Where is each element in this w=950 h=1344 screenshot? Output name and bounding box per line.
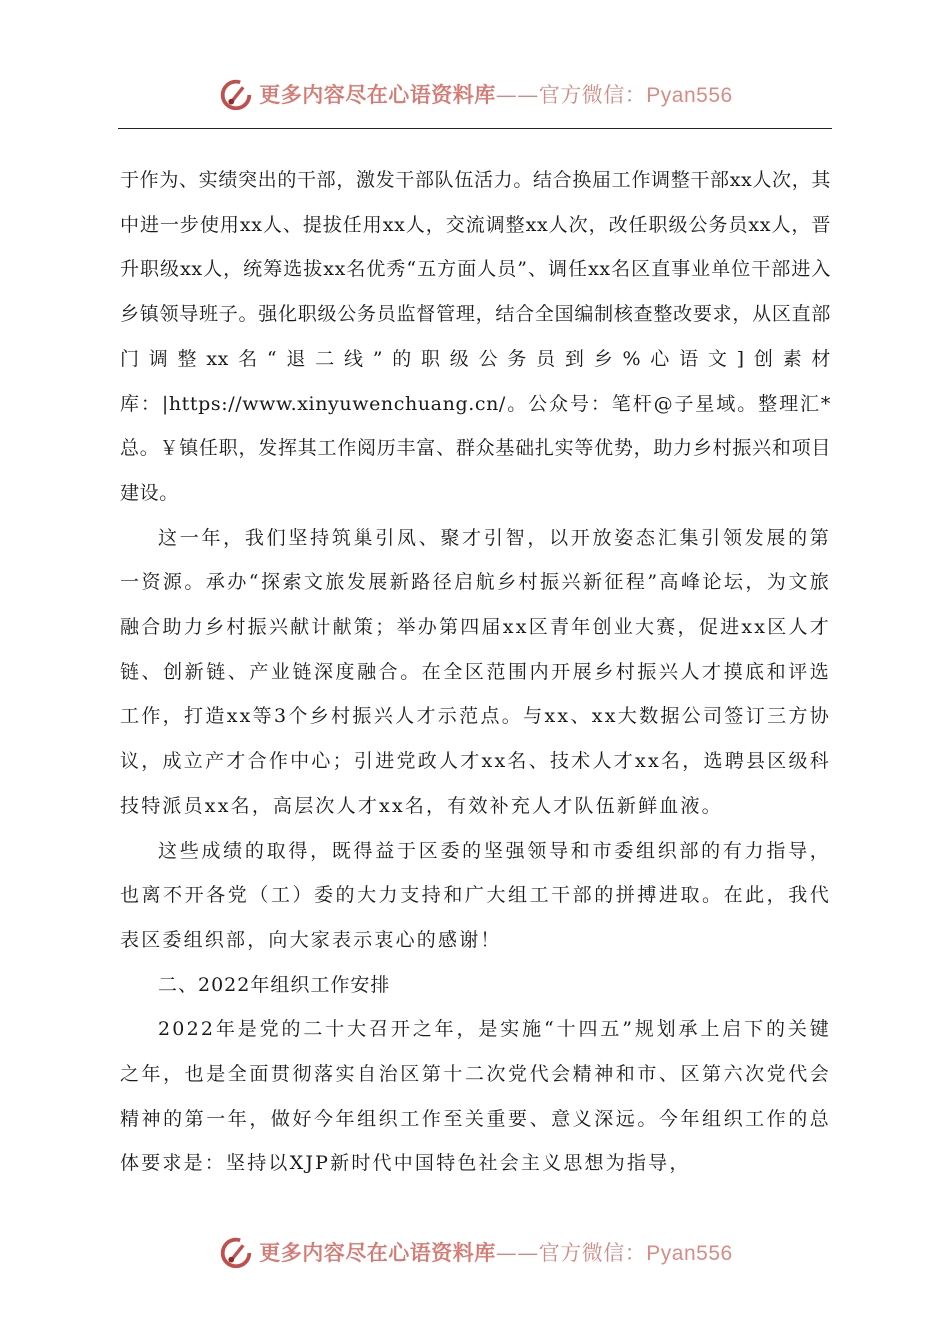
paragraph-talent: 这一年，我们坚持筑巢引凤、聚才引智，以开放姿态汇集引领发展的第一资源。承办“探索文旅发展新路径启航乡村振兴新征程”高峰论坛，为文旅融合助力乡村振兴献计献策；举办第四届xx区青年创业大赛，促进xx区人才链、创新链、产业链深度融合。在全区范围内开展乡村振兴人才摸底和评选工作，打造xx等3个乡村振兴人才示范点。与xx、xx大数据公司签订三方协议，成立产才合作中心；引进党政人才xx名、技术人才xx名，选聘县区级科技特派员xx名，高层次人才xx名，有效补充人才队伍新鲜血液。 [120, 526, 831, 817]
banner-main-text: 更多内容尽在心语资料库 [259, 1240, 496, 1265]
banner-main-text: 更多内容尽在心语资料库 [259, 82, 496, 107]
footer-banner [0, 1230, 950, 1274]
banner-wechat-id: Pyan556 [646, 1242, 733, 1265]
banner-wechat-label: 官方微信： [538, 1241, 647, 1265]
banner-dash: —— [495, 83, 539, 107]
paragraph-2022: 2022年是党的二十大召开之年，是实施“十四五”规划承上启下的关键之年，也是全面贯彻落实自治区第十二次党代会精神和市、区第六次党代会精神的第一年，做好今年组织工作至关重要、意义深远。今年组织工作的总体要求是：坚持以XJP新时代中国特色社会主义思想为指导， [120, 1018, 831, 1175]
paragraph-continuation: 于作为、实绩突出的干部，激发干部队伍活力。结合换届工作调整干部xx人次，其中进一步使用xx人、提拔任用xx人，交流调整xx人次，改任职级公务员xx人，晋升职级xx人，统筹选拔xx名优秀“五方面人员”、调任xx名区直事业单位干部进入乡镇领导班子。强化职级公务员监督管理，结合全国编制核查整改要求，从区直部门调整xx名“退二线”的职级公务员到乡%心语文]创素材库：|https://www.xinyuwenchuang.cn/。公众号：笔杆@子星域。整理汇*总。￥镇任职，发挥其工作阅历丰富、群众基础扎实等优势，助力乡村振兴和项目建设。 [120, 169, 831, 504]
header-banner [0, 72, 950, 116]
paragraph-thanks: 这些成绩的取得，既得益于区委的坚强领导和市委组织部的有力指导，也离不开各党（工）委的大力支持和广大组工干部的拼搏进取。在此，我代表区委组织部，向大家表示衷心的感谢！ [120, 839, 831, 951]
banner-wechat-id: Pyan556 [646, 84, 733, 107]
banner-text [259, 1237, 732, 1267]
brush-circle-logo-icon [217, 1233, 255, 1271]
banner-dash: —— [495, 1241, 539, 1265]
banner-text [259, 79, 732, 109]
banner-wechat-label: 官方微信： [538, 83, 647, 107]
brush-circle-logo-icon [217, 75, 255, 113]
document-body [120, 158, 831, 1186]
header-divider [118, 128, 832, 129]
section-heading: 二、2022年组织工作安排 [158, 973, 391, 996]
